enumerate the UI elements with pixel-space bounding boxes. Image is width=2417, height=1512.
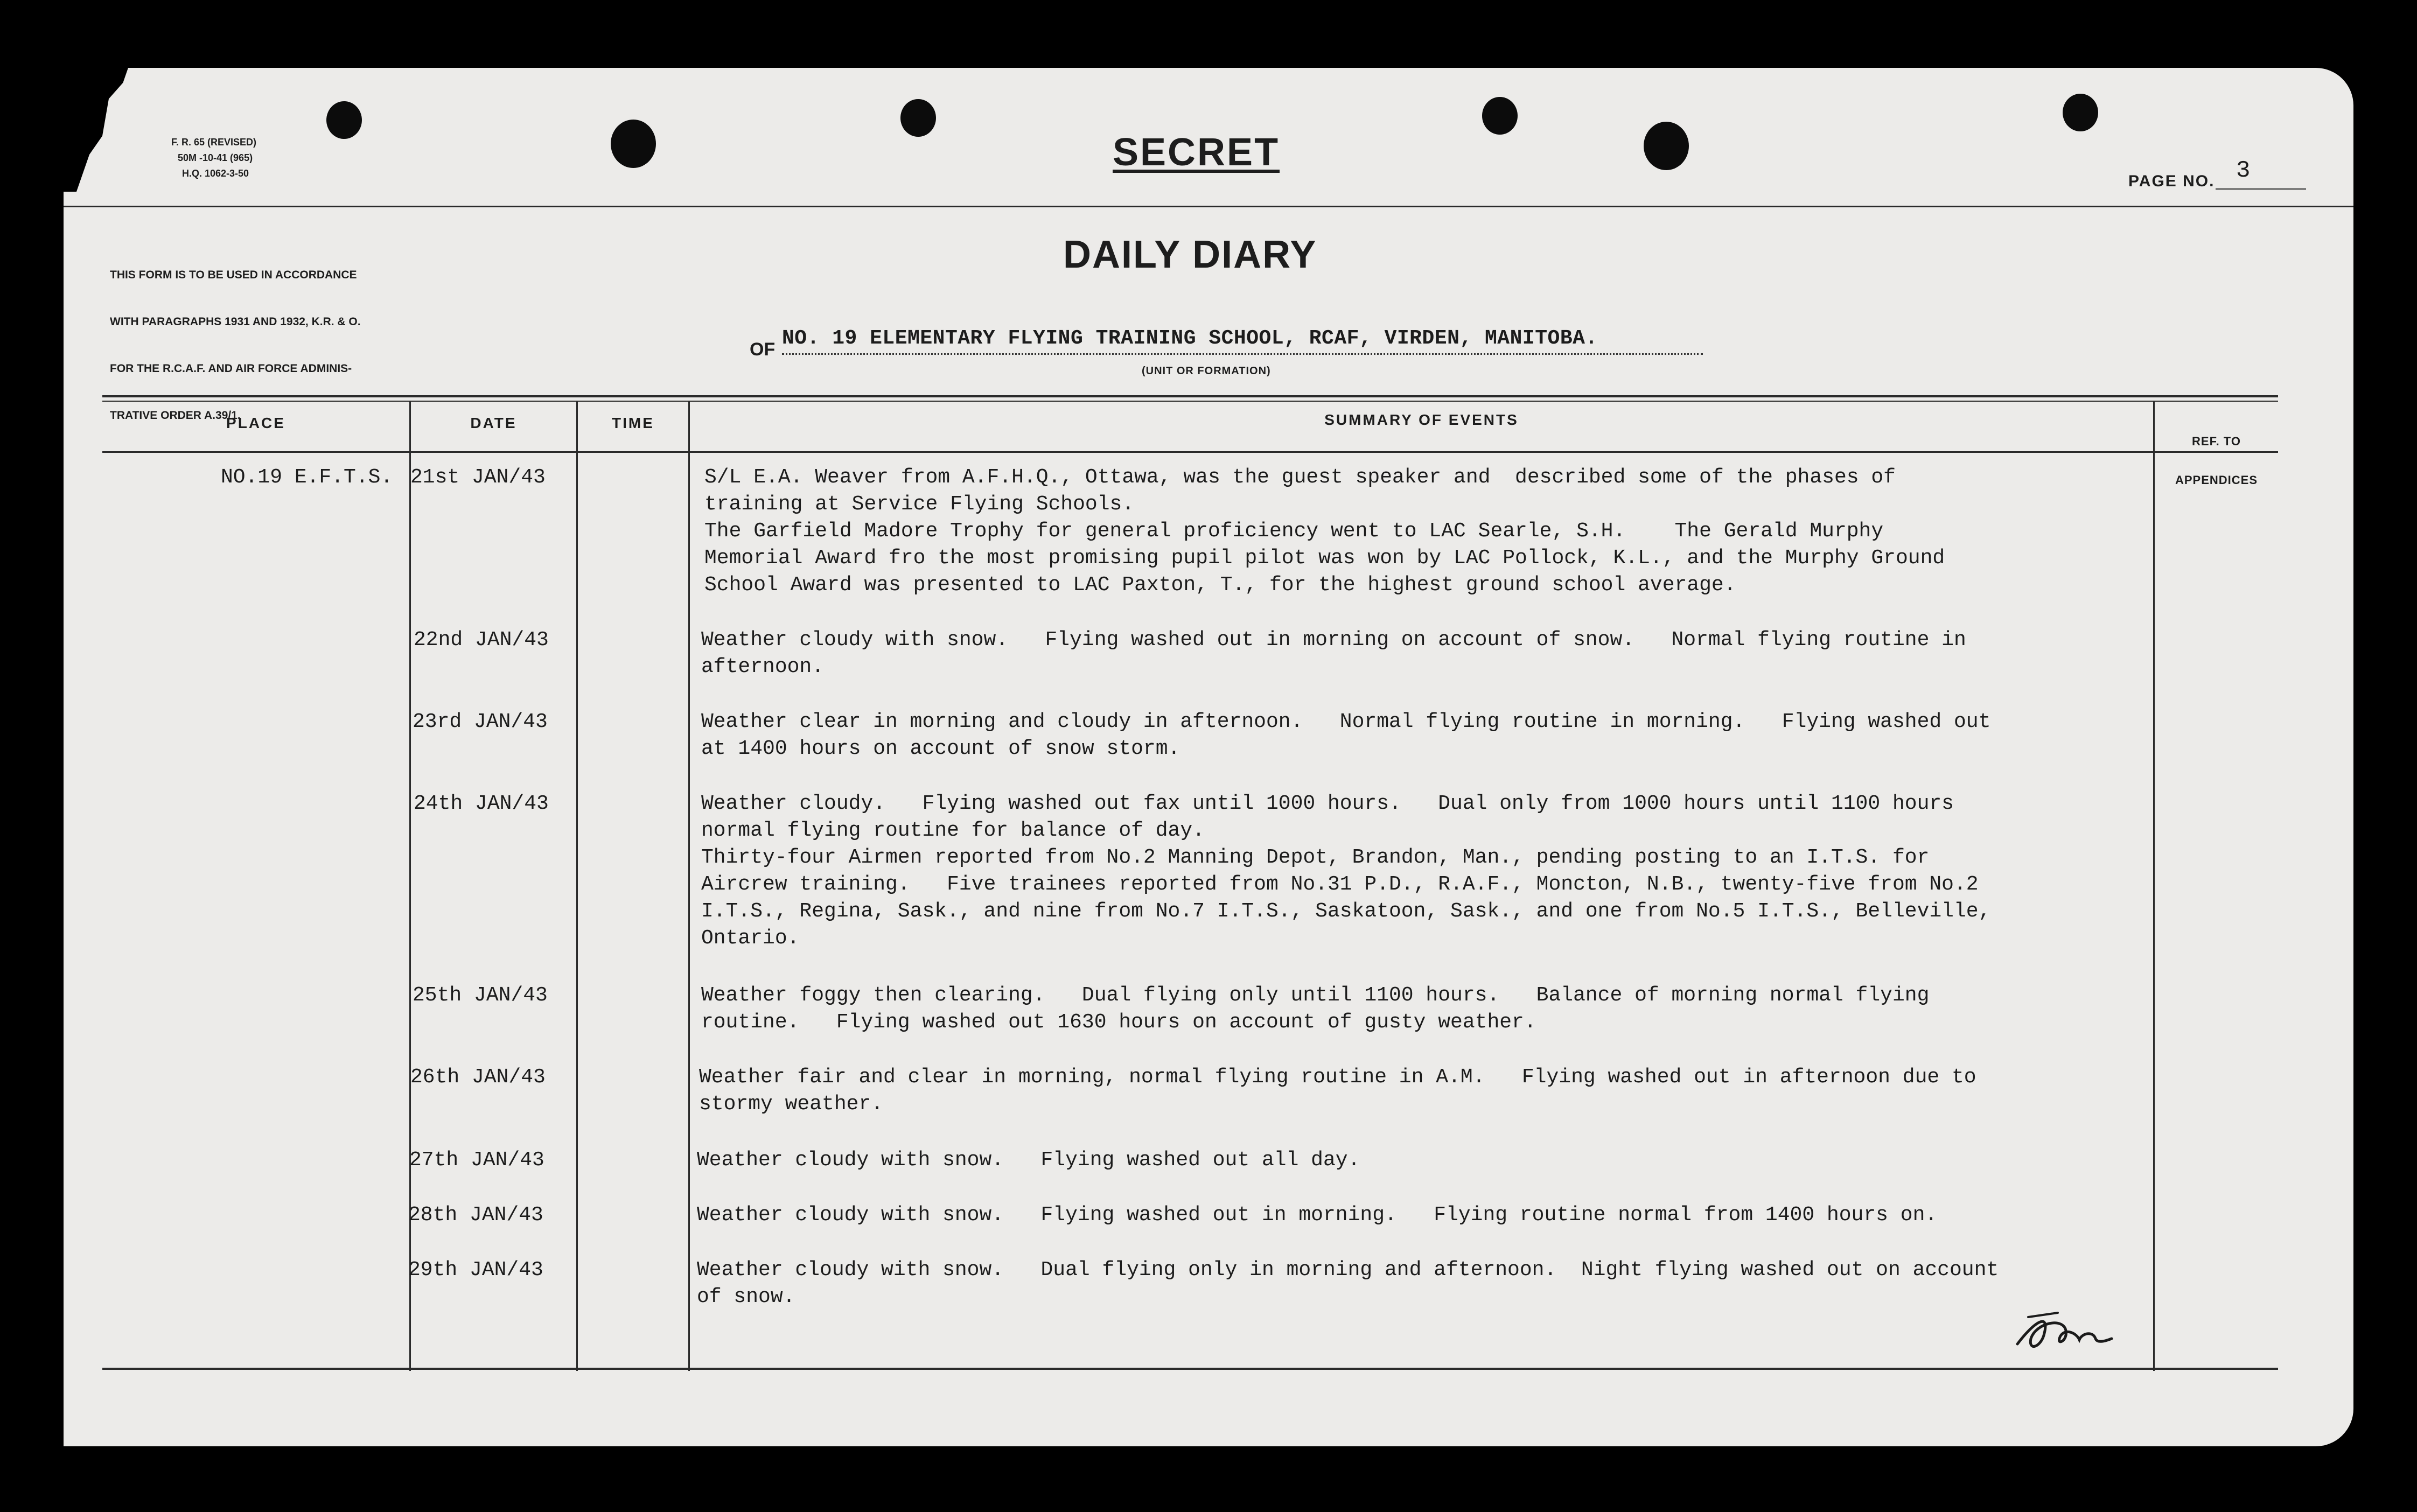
summary-line: Ontario. <box>701 927 800 950</box>
date-cell: 25th JAN/43 <box>413 984 548 1007</box>
summary-line: S/L E.A. Weaver from A.F.H.Q., Ottawa, was the guest speaker and described some of the phases of <box>704 466 1896 489</box>
of-label: OF <box>750 339 776 360</box>
summary-line: training at Service Flying Schools. <box>704 493 1135 516</box>
place-cell: NO.19 E.F.T.S. <box>221 466 393 489</box>
column-header-date: DATE <box>470 415 517 431</box>
secret-heading: SECRET <box>1113 131 1280 174</box>
date-cell: 23rd JAN/43 <box>413 710 548 733</box>
column-divider <box>576 402 578 1371</box>
page-title: DAILY DIARY <box>1063 233 1317 276</box>
punch-hole <box>2063 94 2098 131</box>
header-bottom-rule <box>102 451 2278 453</box>
summary-line: Weather cloudy with snow. Dual flying only in morning and afternoon. Night flying washed out on account <box>697 1258 1999 1282</box>
summary-line: Memorial Award fro the most promising pupil pilot was won by LAC Pollock, K.L., and the Murphy Ground <box>704 547 1945 570</box>
note-line: TRATIVE ORDER A.39/1. <box>110 409 241 422</box>
column-header-time: TIME <box>612 415 654 431</box>
punch-hole <box>1482 97 1518 135</box>
form-code-line: F. R. 65 (REVISED) <box>171 137 257 148</box>
date-cell: 27th JAN/43 <box>409 1149 544 1172</box>
table-bottom-rule <box>102 1368 2278 1370</box>
column-divider <box>688 402 690 1371</box>
form-code-line: H.Q. 1062-3-50 <box>182 168 249 179</box>
summary-line: Weather cloudy with snow. Flying washed out all day. <box>697 1149 1360 1172</box>
initials-signature-icon <box>2012 1301 2120 1360</box>
summary-line: at 1400 hours on account of snow storm. <box>701 737 1180 760</box>
column-header-place: PLACE <box>226 415 285 431</box>
punch-hole <box>900 99 936 137</box>
column-header-summary: SUMMARY OF EVENTS <box>1324 411 1519 428</box>
summary-line: Weather cloudy. Flying washed out fax until 1000 hours. Dual only from 1000 hours until 1100 hours <box>701 792 1954 815</box>
torn-corner <box>64 68 128 192</box>
summary-line: I.T.S., Regina, Sask., and nine from No.7 I.T.S., Saskatoon, Sask., and one from No.5 I.T.S., Belleville, <box>701 900 1991 923</box>
date-cell: 29th JAN/43 <box>408 1258 543 1282</box>
date-cell: 26th JAN/43 <box>410 1066 546 1089</box>
unit-name: NO. 19 ELEMENTARY FLYING TRAINING SCHOOL, RCAF, VIRDEN, MANITOBA. <box>782 327 1598 350</box>
column-divider <box>2153 402 2155 1371</box>
punch-hole <box>326 101 362 139</box>
summary-line: afternoon. <box>701 655 825 678</box>
ref-line: REF. TO <box>2192 435 2241 448</box>
diary-sheet <box>64 68 2353 1446</box>
date-cell: 21st JAN/43 <box>410 466 546 489</box>
punch-hole <box>611 120 656 168</box>
page-label: PAGE NO. <box>2128 172 2215 190</box>
summary-line: stormy weather. <box>699 1093 884 1116</box>
summary-line: Weather foggy then clearing. Dual flying only until 1100 hours. Balance of morning normal flying <box>701 984 1930 1007</box>
summary-line: Weather clear in morning and cloudy in afternoon. Normal flying routine in morning. Flying washed out <box>701 710 1991 733</box>
note-line: FOR THE R.C.A.F. AND AIR FORCE ADMINIS- <box>110 362 352 375</box>
page-number-line <box>2216 188 2306 190</box>
header-rule <box>64 206 2353 207</box>
date-cell: 22nd JAN/43 <box>414 628 549 652</box>
column-header-ref <box>2155 409 2278 513</box>
summary-line: School Award was presented to LAC Paxton, T., for the highest ground school average. <box>704 573 1736 597</box>
summary-line: The Garfield Madore Trophy for general proficiency went to LAC Searle, S.H. The Gerald Murphy <box>704 520 1884 543</box>
summary-line: Thirty-four Airmen reported from No.2 Manning Depot, Brandon, Man., pending posting to an I.T.S. for <box>701 846 1930 869</box>
date-cell: 28th JAN/43 <box>408 1203 543 1227</box>
table-top-rule <box>102 395 2278 397</box>
summary-line: routine. Flying washed out 1630 hours on account of gusty weather. <box>701 1011 1536 1034</box>
form-code-line: 50M -10-41 (965) <box>178 152 253 163</box>
summary-line: Aircrew training. Five trainees reported from No.31 P.D., R.A.F., Moncton, N.B., twenty-five from No.2 <box>701 873 1979 896</box>
note-line: THIS FORM IS TO BE USED IN ACCORDANCE <box>110 269 357 281</box>
date-cell: 24th JAN/43 <box>414 792 549 815</box>
summary-line: Weather cloudy with snow. Flying washed out in morning. Flying routine normal from 1400 hours on. <box>697 1203 1938 1227</box>
summary-line: Weather fair and clear in morning, normal flying routine in A.M. Flying washed out in afternoon due to <box>699 1066 1976 1089</box>
page-number: 3 <box>2236 157 2251 184</box>
summary-line: of snow. <box>697 1285 795 1308</box>
summary-line: normal flying routine for balance of day. <box>701 819 1205 842</box>
summary-line: Weather cloudy with snow. Flying washed out in morning on account of snow. Normal flying routine in <box>701 628 1966 652</box>
punch-hole <box>1644 122 1689 170</box>
unit-caption: (UNIT OR FORMATION) <box>1142 365 1271 377</box>
unit-dotted-line <box>782 353 1703 355</box>
note-line: WITH PARAGRAPHS 1931 AND 1932, K.R. & O. <box>110 316 361 328</box>
table-top-rule-2 <box>102 401 2278 402</box>
ref-line: APPENDICES <box>2175 473 2258 487</box>
